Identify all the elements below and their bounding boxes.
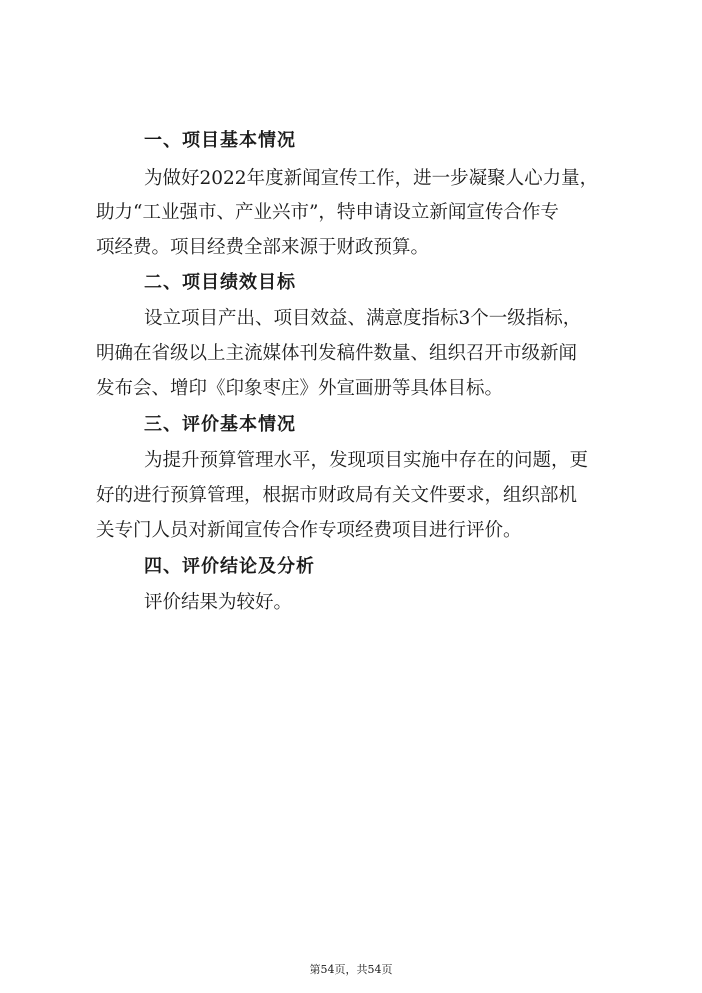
section-heading: 四、评价结论及分析 [144, 556, 315, 577]
section-heading: 一、项目基本情况 [144, 130, 296, 151]
paragraph-line: 明确在省级以上主流媒体刊发稿件数量、组织召开市级新闻 [96, 343, 578, 364]
paragraph-line: 为做好2022年度新闻宣传工作，进一步凝聚人心力量， [144, 168, 599, 189]
section-heading: 三、评价基本情况 [144, 414, 296, 435]
section-heading: 二、项目绩效目标 [144, 272, 296, 293]
paragraph-line: 为提升预算管理水平，发现项目实施中存在的问题，更 [144, 450, 589, 471]
paragraph-line: 关专门人员对新闻宣传合作专项经费项目进行评价。 [96, 520, 522, 541]
paragraph-line: 发布会、增印《印象枣庄》外宣画册等具体目标。 [96, 378, 504, 399]
page-number-footer: 第54页，共54页 [309, 963, 393, 976]
paragraph-line: 评价结果为较好。 [144, 592, 293, 613]
paragraph-line: 助力“工业强市、产业兴市”，特申请设立新闻宣传合作专 [96, 202, 559, 223]
paragraph-line: 项经费。项目经费全部来源于财政预算。 [96, 237, 430, 258]
paragraph-line: 好的进行预算管理，根据市财政局有关文件要求，组织部机 [96, 485, 578, 506]
paragraph-line: 设立项目产出、项目效益、满意度指标3个一级指标， [144, 308, 582, 329]
